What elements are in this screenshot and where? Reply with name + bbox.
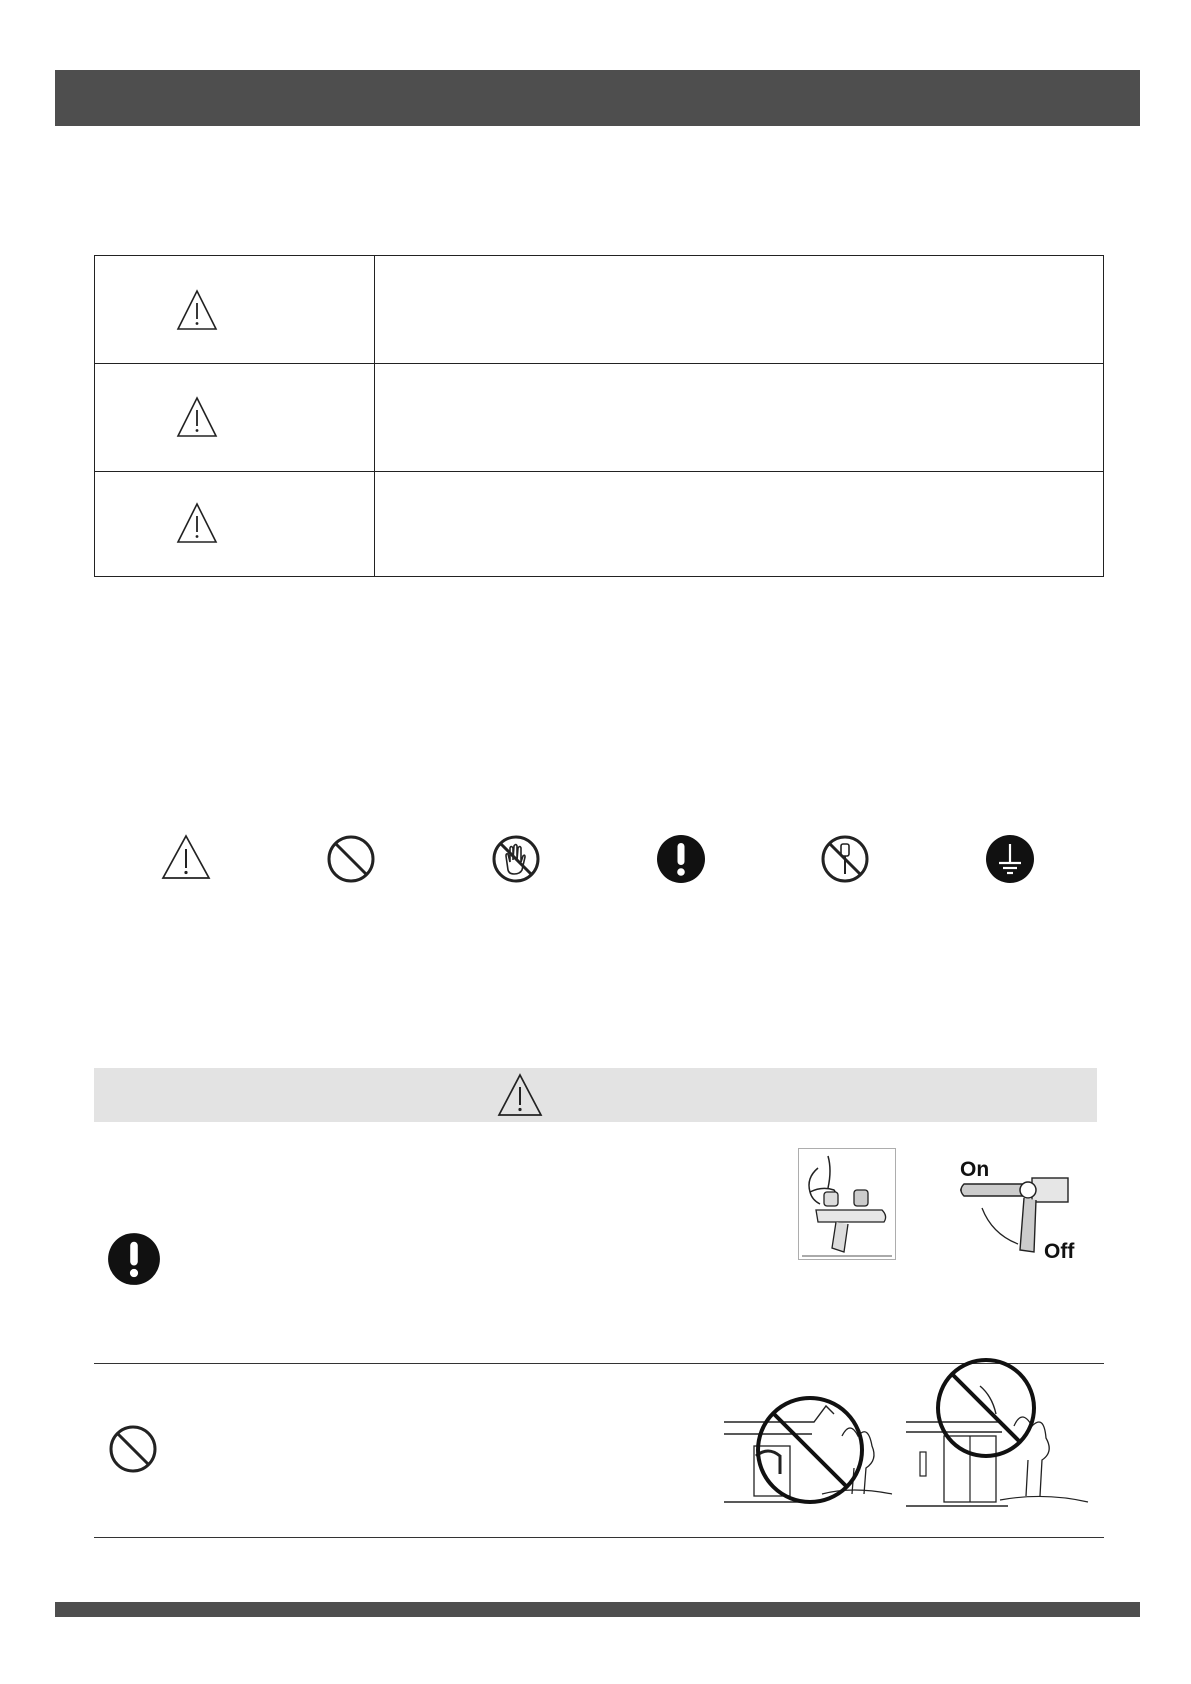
prohibited-exhaust-figure <box>904 1356 1090 1512</box>
do-not-touch-icon <box>491 834 541 884</box>
warning-triangle-icon <box>175 501 219 545</box>
table-column-divider <box>374 256 375 576</box>
section-divider <box>94 1537 1104 1538</box>
warning-triangle-icon <box>175 288 219 332</box>
mandatory-action-icon <box>656 834 706 884</box>
warning-section-header <box>94 1068 1097 1122</box>
table-row-divider <box>95 363 1103 364</box>
valve-lever-figure <box>958 1154 1080 1262</box>
warning-triangle-icon <box>497 1073 543 1117</box>
valve-on-label: On <box>960 1158 990 1181</box>
header-bar <box>55 70 1140 126</box>
mandatory-action-icon <box>107 1232 161 1286</box>
signal-word-table <box>94 255 1104 577</box>
warning-triangle-icon <box>175 395 219 439</box>
table-row-divider <box>95 471 1103 472</box>
prohibited-circle-icon <box>326 834 376 884</box>
hand-turning-faucet-figure <box>798 1148 896 1260</box>
warning-triangle-icon <box>161 834 211 880</box>
do-not-disassemble-icon <box>820 834 870 884</box>
footer-bar <box>55 1602 1140 1617</box>
prohibited-indoor-installation-figure <box>722 1390 894 1506</box>
prohibited-circle-icon <box>108 1424 158 1474</box>
valve-off-label: Off <box>1044 1240 1075 1262</box>
ground-connection-icon <box>985 834 1035 884</box>
